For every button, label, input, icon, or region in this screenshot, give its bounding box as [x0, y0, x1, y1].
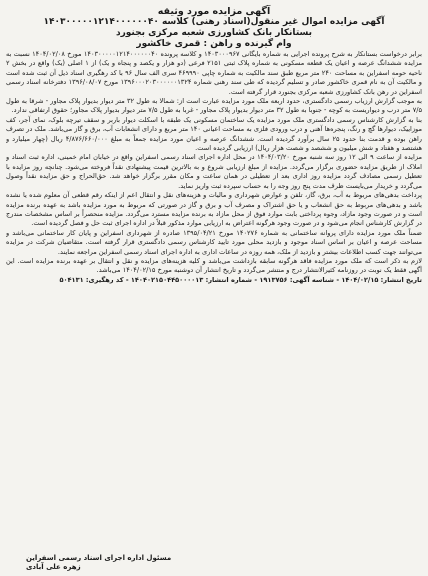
notice-header — [6, 6, 422, 50]
signature-title: مسئول اداره اجرای اسناد رسمی اسفراین — [26, 554, 172, 562]
paragraph-notes: لازم به ذکر است که ملک مورد مزایده فاقد هرگونه سابقه بازداشت می‌باشد و کلیه هزینه‌های مزایده و نقل و انتقال بر عهده برنده مزایده است. این آگهی فقط یک نوبت در روزنامه کثیرالانتشار درج و منتشر می‌گردد و تاریخ انتشار آن دوشنبه مورخ ۱۴۰۴/۰۲/۱۵ می‌باشد. — [6, 256, 422, 275]
paragraph-auction-terms: مزایده از ساعت ۹ الی ۱۲ روز سه شنبه مورخ ۱۴۰۴/۰۳/۲۰ در محل اداره اجرای اسناد رسمی اسفراین واقع در خیابان امام خمینی، اداره ثبت اسناد و املاک از طریق مزایده حضوری برگزار می‌گردد. مزایده از مبلغ ارزیابی شروع و به بالاترین قیمت پیشنهادی نقداً فروخته می‌شود. چنانچه روز مزایده با تعطیل رسمی مصادف گردد مزایده روز اداری بعد از تعطیلی در همان ساعت و مکان مقرر برگزار خواهد شد. حق‌الحراج و حق مزایده نقداً وصول می‌گردد و خریدار می‌بایست ظرف مدت پنج روز وجه را به حساب سپرده ثبت واریز نماید. — [6, 153, 422, 190]
paragraph-intro: برابر درخواست بستانکار به شرح پرونده اجرایی به شماره بایگانی ۱۴۰۳۰۰۰۹۶۷ و کلاسه پرونده ۱۴۰۳۰۰۰۰۰۱۲۱۴۰۰۰۰۰۰۴۰ مورخ ۱۴۰۴/۰۲/۰۸ نسبت به مزایده ششدانگ عرصه و اعیان یک قطعه مسکونی به شماره پلاک ثبتی ۲۱۵۱ فرعی (دو هزار و یکصد و پنجاه و یک) از ۱ اصلی (یک) واقع در بخش ۲ ناحیه حومه اسفراین به مساحت ۲۴۰ متر مربع طبق سند مالکیت به شماره چاپی ۴۶۹۹۹۰ سری الف سال ۹۶ با کد رهگیری اسناد ذیل آن ثبت شده است و مالکیت آن به نام قمری خاکشور صادر و تسلیم گردیده که طی سند رهنی شماره ۱۳۹۶۰۰۰۲۰۳۰۰۰۰۰۰۱۳۲۴ مورخ ۱۳۹۶/۰۸/۰۷ دفترخانه اسناد رسمی اسفراین در رهن بانک کشاورزی شعبه مرکزی بجنورد قرار گرفته است. — [6, 50, 422, 96]
signature-block — [6, 554, 422, 572]
creditor-line: بستانکار بانک کشاورزی شعبه مرکزی بجنورد — [115, 28, 313, 38]
paragraph-publication: تاریخ انتشار: ۱۴۰۴/۰۲/۱۵ - شناسه آگهی: ۱۹۱۳۷۵۶ - شماره انتشار: ۱۴۰۴۰۲۱۵۰۴۴۵۰۰۰۰۱۳ - کد رهگیری: ۵۰۴۱۳۱ — [59, 275, 422, 284]
notice-body — [6, 50, 422, 554]
debtor-line: وام گیرنده و راهن : قمری خاکشور — [136, 39, 292, 49]
signature-name: زهره علی آبادی — [26, 563, 81, 571]
paragraph-description: بنا به گزارش کارشناس رسمی دادگستری ملک مورد مزایده یک ساختمان مسکونی یک طبقه با اسکلت دیوار باربر و سقف تیرچه بلوک، نمای آجر، کف موزاییک، دیوارها گچ و رنگ، پنجره‌ها آهنی و درب ورودی فلزی به مساحت اعیانی ۱۴۰ متر مربع و دارای انشعابات آب، برق و گاز می‌باشد. ملک در تصرف راهن بوده و قدمت بنا حدود ۲۵ سال برآورد گردیده است. ششدانگ عرصه و اعیان مورد مزایده جمعاً به مبلغ ۴/۸۷۶/۶۶۰/۰۰۰ ریال (چهار میلیارد و هشتصد و هفتاد و شش میلیون و ششصد و شصت هزار ریال) ارزیابی گردیده است. — [6, 115, 422, 153]
paragraph-boundaries: به موجب گزارش ارزیاب رسمی دادگستری، حدود اربعه ملک مورد مزایده عبارت است از: شمالا به طول ۳۲ متر دیوار بدیوار پلاک مجاور - شرقا به طول ۷/۵ متر درب و دیواریست به کوچه - جنوبا به طول ۳۲ متر دیوار بدیوار پلاک مجاور - غربا به طول ۷/۵ متر دیوار بدیوار پلاک مجاور؛ حقوق ارتفاقی ندارد. — [6, 97, 422, 115]
notice-title: آگهی مزایده مورد وثیقه — [157, 6, 271, 17]
paragraph-permit: ضمناً ملک مورد مزایده دارای پروانه ساختمانی به شماره ۱۴۰۲۷۶ مورخ ۱۳۹۵/۰۴/۲۱ صادره از شهرداری اسفراین و پایان کار ساختمانی می‌باشد و مساحت عرصه و اعیان بر اساس اسناد موجود و بازدید محلی مورد تایید کارشناس رسمی دادگستری قرار گرفته است. متقاضیان شرکت در مزایده می‌توانند جهت کسب اطلاعات بیشتر و بازدید از ملک، همه روزه در ساعات اداری به اداره اجرای اسناد رسمی اسفراین مراجعه نمایند. — [6, 228, 422, 256]
paragraph-liabilities: پرداخت بدهی‌های مربوط به آب، برق، گاز، تلفن و عوارض شهرداری و مالیات و هزینه‌های نقل و انتقال اعم از اینکه رقم قطعی آن معلوم شده یا نشده باشد و بدهی‌های مربوط به حق انشعاب و یا حق اشتراک و مصرف آب و برق و گاز در صورتی که مربوط به مورد مزایده باشد به عهده برنده مزایده است و در صورت وجود مازاد، وجوه پرداختی بابت موارد فوق از محل مازاد به برنده مزایده مسترد می‌گردد. مزایده منحصراً بر اساس مشخصات مندرج در گزارش کارشناس انجام می‌شود و در صورت وجود هرگونه اعتراض به ارزیابی موارد مذکور قبلاً در اداره اجرای ثبت حل و فصل گردیده است. — [6, 191, 422, 228]
notice-subtitle: آگهی مزایده اموال غیر منقول(اسناد رهنی) کلاسه ۱۴۰۳۰۰۰۰۰۱۲۱۴۰۰۰۰۰۰۴۰ — [43, 17, 385, 27]
